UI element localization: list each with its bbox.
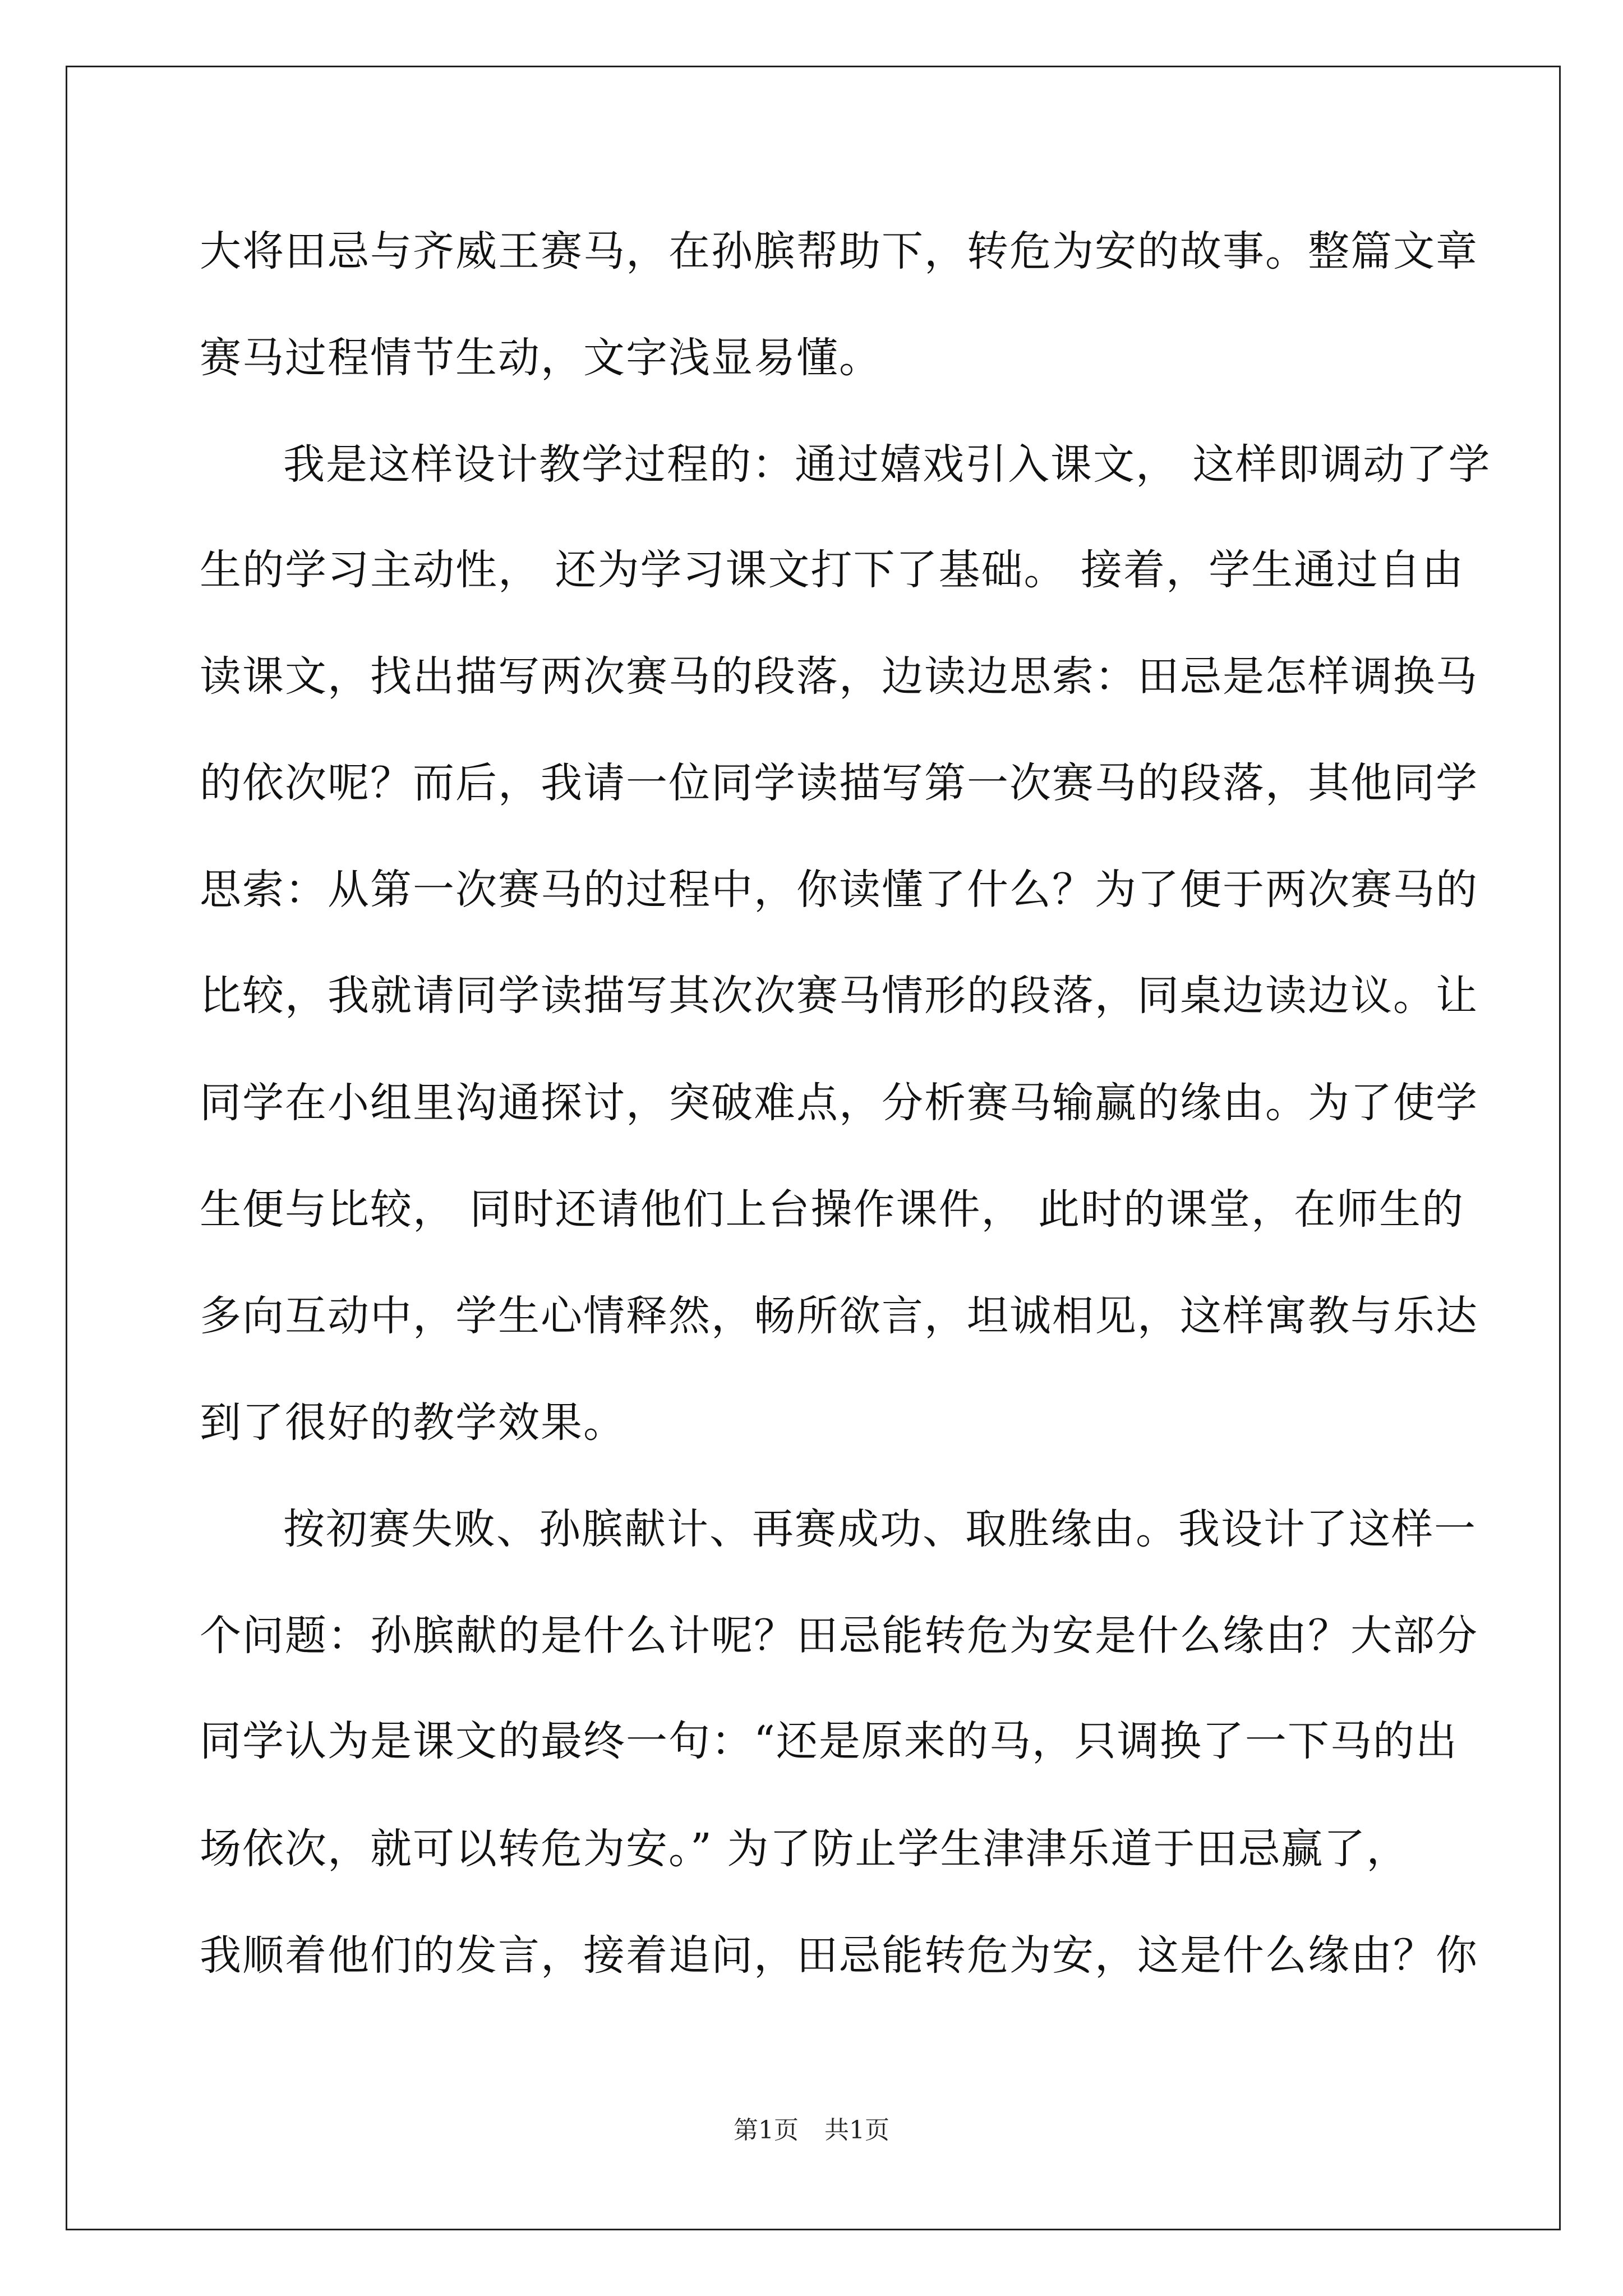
text-line: 比较，我就请同学读描写其次次赛马情形的段落，同桌边读边议。让 [200,972,1478,1020]
text-line: 按初赛失败、孙膑献计、再赛成功、取胜缘由。我设计了这样一 [283,1505,1477,1553]
text-line: 我是这样设计教学过程的：通过嬉戏引入课文， 这样即调动了学 [283,440,1491,489]
text-line: 大将田忌与齐威王赛马，在孙膑帮助下，转危为安的故事。整篇文章 [200,227,1478,275]
text-line: 我顺着他们的发言，接着追问，田忌能转危为安，这是什么缘由？你 [200,1931,1478,1980]
text-line: 生便与比较， 同时还请他们上台操作课件， 此时的课堂，在师生的 [200,1185,1465,1234]
text-line: 的依次呢？而后，我请一位同学读描写第一次赛马的段落，其他同学 [200,759,1478,807]
page-number: 第1页 [734,2116,799,2145]
page-total: 共1页 [824,2116,889,2145]
text-line: 读课文，找出描写两次赛马的段落，边读边思索：田忌是怎样调换马 [200,652,1478,701]
text-line: 个问题：孙膑献的是什么计呢？田忌能转危为安是什么缘由？大部分 [200,1612,1478,1660]
text-line: 生的学习主动性， 还为学习课文打下了基础。 接着，学生通过自由 [200,546,1465,594]
text-line: 多向互动中，学生心情释然，畅所欲言，坦诚相见，这样寓教与乐达 [200,1292,1478,1340]
text-line: 思索：从第一次赛马的过程中，你读懂了什么？为了便于两次赛马的 [200,866,1478,914]
page-border [66,66,1561,2230]
text-line: 赛马过程情节生动，文字浅显易懂。 [200,334,882,382]
text-line: 同学在小组里沟通探讨，突破难点，分析赛马输赢的缘由。为了使学 [200,1079,1478,1127]
page-footer [0,2114,1623,2147]
text-line: 场依次，就可以转危为安。” 为了防止学生津津乐道于田忌赢了， [200,1825,1409,1873]
text-line: 同学认为是课文的最终一句：“还是原来的马，只调换了一下马的出 [200,1717,1458,1765]
text-line: 到了很好的教学效果。 [200,1398,626,1447]
